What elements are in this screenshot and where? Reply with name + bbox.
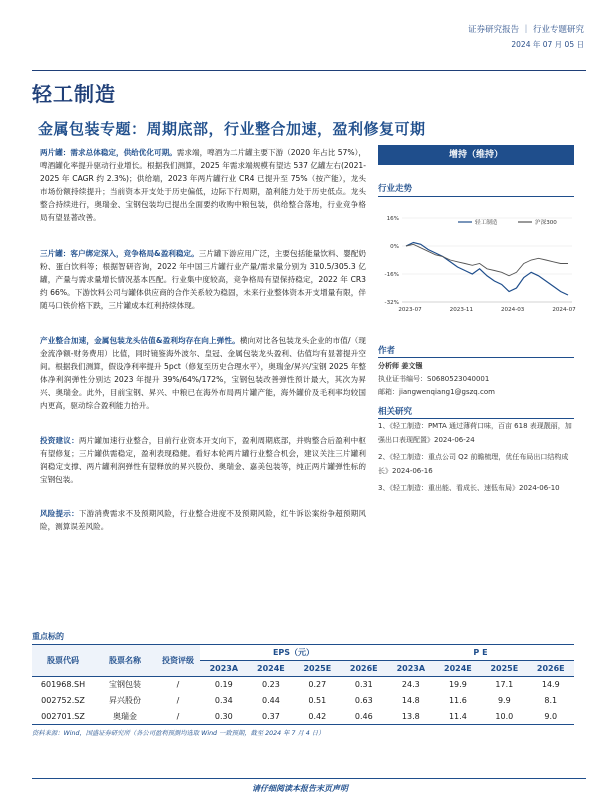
stock-code: 601968.SH xyxy=(40,680,86,690)
author-heading: 作者 xyxy=(378,346,396,356)
x-tick-label: 2024-07 xyxy=(552,307,576,313)
col-rating: 投资评级 xyxy=(156,645,200,677)
author-divider xyxy=(378,357,574,358)
eps-value: 0.34 xyxy=(214,696,233,705)
eps-value: 0.63 xyxy=(354,696,373,705)
eps-value: 0.46 xyxy=(341,709,387,725)
paragraph-lead: 投资建议： xyxy=(40,436,79,445)
paragraph-text: 横向对比各包装龙头企业的市值/（现金流净额-财务费用）比值，同时镜鉴海外波尔、皇冠、金属包装龙头盈利、估值均有显著提升空间。根据我们测算，假设净利率提升 5pct（修复至历史合理水平），奥瑞金/昇兴/宝钢 2025 年整体净利润弹性分别达 2023 年提升 39%/64%/172%，宝钢包装改善弹性预计最大，其次为昇兴、奥瑞金。此外，目前宝钢、昇兴、中粮已在海外布局两片罐产能，海外罐价及毛利率均较国内更高，驱动综合盈利能力抬升。 xyxy=(40,336,366,411)
header-divider xyxy=(32,70,586,71)
year-header: 2025E xyxy=(294,661,340,677)
stock-rating: / xyxy=(176,696,180,705)
data-source-note: 资料来源：Wind，国盛证券研究所（各公司盈利预测均选取 Wind 一致预期，截至 2024 年 7 月 4 日） xyxy=(32,730,325,737)
paragraph-text: 需求端，啤酒为二片罐主要下游（2020 年占比 57%），啤酒罐化率提升驱动行业增长。根据我们测算，2025 年需求端规模有望达 537 亿罐左右(2021-2025 年 CAGR 约 2.3%)；供给端，2023 年两片罐行业 CR4 已提升至 75%（按产能），龙头市场份额持续提升；当前资本开支处于历史偏低，边际下行周期，盈利能力处于历史低点。龙头整合持续进行，奥瑞金、宝钢包装均已提出全面要约收购中粮包装，供给整合落地，行业竞争格局有望显著改善。 xyxy=(40,148,366,223)
paragraph-lead: 三片罐：客户绑定深入，竞争格局&盈利稳定。 xyxy=(40,249,199,258)
eps-value: 0.42 xyxy=(294,709,340,725)
industry-name: 轻工制造 xyxy=(32,82,116,106)
pe-value: 19.9 xyxy=(448,680,467,690)
pe-value: 11.6 xyxy=(448,696,467,705)
eps-value: 0.23 xyxy=(261,680,280,690)
y-tick-label: 16% xyxy=(386,216,399,223)
related-divider xyxy=(378,418,574,419)
eps-value: 0.31 xyxy=(354,680,373,690)
eps-value: 0.37 xyxy=(248,709,294,725)
footer-divider xyxy=(32,778,586,779)
pe-value: 9.0 xyxy=(528,709,574,725)
pe-value: 11.4 xyxy=(435,709,481,725)
col-pe: P E xyxy=(387,645,574,661)
pe-value: 10.0 xyxy=(481,709,527,725)
y-tick-label: -16% xyxy=(384,272,399,279)
paragraph-text: 两片罐加速行业整合，目前行业资本开支向下，盈利周期底部，并购整合后盈利中枢有望修复；三片罐供需稳定，盈利表现稳健。看好本轮两片罐行业整合机会，建议关注三片罐利润稳定支撑、两片罐利润弹性有望释放的昇兴股份、奥瑞金、嘉美包装等，纯正两片罐弹性标的宝钢包装。 xyxy=(40,436,367,485)
series-line-csi300 xyxy=(406,244,568,275)
stock-rating: / xyxy=(176,680,180,690)
paragraph-risk xyxy=(40,507,366,533)
y-tick-label: -32% xyxy=(384,300,399,307)
year-header: 2024E xyxy=(248,661,294,677)
report-date: 2024 年 07 月 05 日 xyxy=(511,40,584,50)
related-report-item[interactable]: 2、《轻工制造：重点公司 Q2 前瞻梳理，优任布局出口结构成长》2024-06-16 xyxy=(378,453,569,475)
pe-value: 9.9 xyxy=(497,696,511,705)
table-row xyxy=(32,677,574,693)
stock-name: 昇兴股份 xyxy=(109,696,141,705)
stock-code: 002701.SZ xyxy=(32,709,94,725)
year-header: 2026E xyxy=(528,661,574,677)
y-tick-label: 0% xyxy=(390,244,399,251)
stock-rating: / xyxy=(156,709,200,725)
stock-name: 宝钢包装 xyxy=(109,680,141,690)
pe-value: 14.9 xyxy=(541,680,560,690)
col-code: 股票代码 xyxy=(32,645,94,677)
report-header xyxy=(468,22,584,52)
year-header: 2025E xyxy=(481,661,527,677)
x-tick-label: 2023-07 xyxy=(398,307,422,313)
paragraph-two-piece xyxy=(40,146,366,225)
report-title: 金属包装专题：周期底部，行业整合加速，盈利修复可期 xyxy=(38,120,426,138)
author-cert: 执业证书编号：S0680523040001 xyxy=(378,375,490,383)
legend-label: 轻工制造 xyxy=(475,220,498,226)
eps-value: 0.44 xyxy=(261,696,280,705)
report-type: 证券研究报告 ｜ 行业专题研究 xyxy=(468,25,584,35)
pe-value: 14.8 xyxy=(401,696,420,705)
col-name: 股票名称 xyxy=(94,645,156,677)
col-eps: EPS（元） xyxy=(200,645,387,661)
footer-notice: 请仔细阅读本报告末页声明 xyxy=(252,784,348,793)
related-heading: 相关研究 xyxy=(378,407,413,417)
paragraph-text: 下游消费需求不及预期风险，行业整合进度不及预期风险，红牛诉讼案纷争超预期风险，测算误差风险。 xyxy=(40,509,367,532)
legend-label: 沪深300 xyxy=(535,220,557,226)
year-header: 2023A xyxy=(200,661,248,677)
trend-divider xyxy=(378,196,574,197)
x-tick-label: 2024-03 xyxy=(500,307,525,313)
paragraph-three-piece xyxy=(40,247,366,312)
eps-value: 0.27 xyxy=(308,680,327,690)
paragraph-lead: 两片罐：需求总体稳定，供给优化可期。 xyxy=(40,148,177,157)
paragraph-lead: 风险提示： xyxy=(40,509,79,518)
stocks-heading: 重点标的 xyxy=(32,632,64,641)
industry-trend-chart xyxy=(378,212,576,322)
year-header: 2026E xyxy=(341,661,387,677)
trend-heading: 行业走势 xyxy=(378,184,413,194)
year-header: 2024E xyxy=(435,661,481,677)
paragraph-lead: 产业整合加速，金属包装龙头估值&盈利均存在向上弹性。 xyxy=(40,336,240,345)
year-header: 2023A xyxy=(387,661,435,677)
table-row xyxy=(32,693,574,709)
related-report-item[interactable]: 3、《轻工制造：重出能、看成长、速低布局》2024-06-10 xyxy=(378,484,560,492)
related-reports xyxy=(378,420,574,500)
table-row xyxy=(32,709,574,725)
pe-value: 17.1 xyxy=(495,680,514,690)
related-report-item[interactable]: 1、《轻工制造：PMTA 通过薄荷口味，百亩 618 表现靓丽，加强出口表现配置》2024-06-24 xyxy=(378,422,572,444)
paragraph-text: 三片罐下游应用广泛，主要包括能量饮料、婴配奶粉、蛋白饮料等；根据智研咨询，2022 年中国三片罐行业产量/需求量分别为 310.5/305.3 亿罐，产量与需求量增长情况基本匹配。行业集中度较高，竞争格局有望保持稳定，2022 年 CR3 约 66%。下游饮料公司与罐体供应商的合作关系较为稳固，未来行业整体资本开支增量有限，伴随马口铁价格下跌，三片罐成本红利持续体现。 xyxy=(40,249,366,311)
author-name: 分析师 姜文镪 xyxy=(378,362,423,370)
stock-code: 002752.SZ xyxy=(41,696,85,705)
pe-value: 24.3 xyxy=(401,680,420,690)
pe-value: 13.8 xyxy=(387,709,435,725)
rating-badge: 增持（维持） xyxy=(378,145,574,165)
eps-value: 0.19 xyxy=(214,680,233,690)
eps-value: 0.51 xyxy=(308,696,327,705)
stock-name: 奥瑞金 xyxy=(94,709,156,725)
pe-value: 8.1 xyxy=(544,696,558,705)
paragraph-investment xyxy=(40,434,366,486)
eps-value: 0.30 xyxy=(200,709,248,725)
author-email[interactable]: 邮箱：jiangwenqiang1@gszq.com xyxy=(378,388,495,396)
author-info xyxy=(378,360,495,399)
paragraph-integration xyxy=(40,334,366,413)
x-tick-label: 2023-11 xyxy=(449,307,474,313)
key-stocks-table xyxy=(32,644,574,725)
